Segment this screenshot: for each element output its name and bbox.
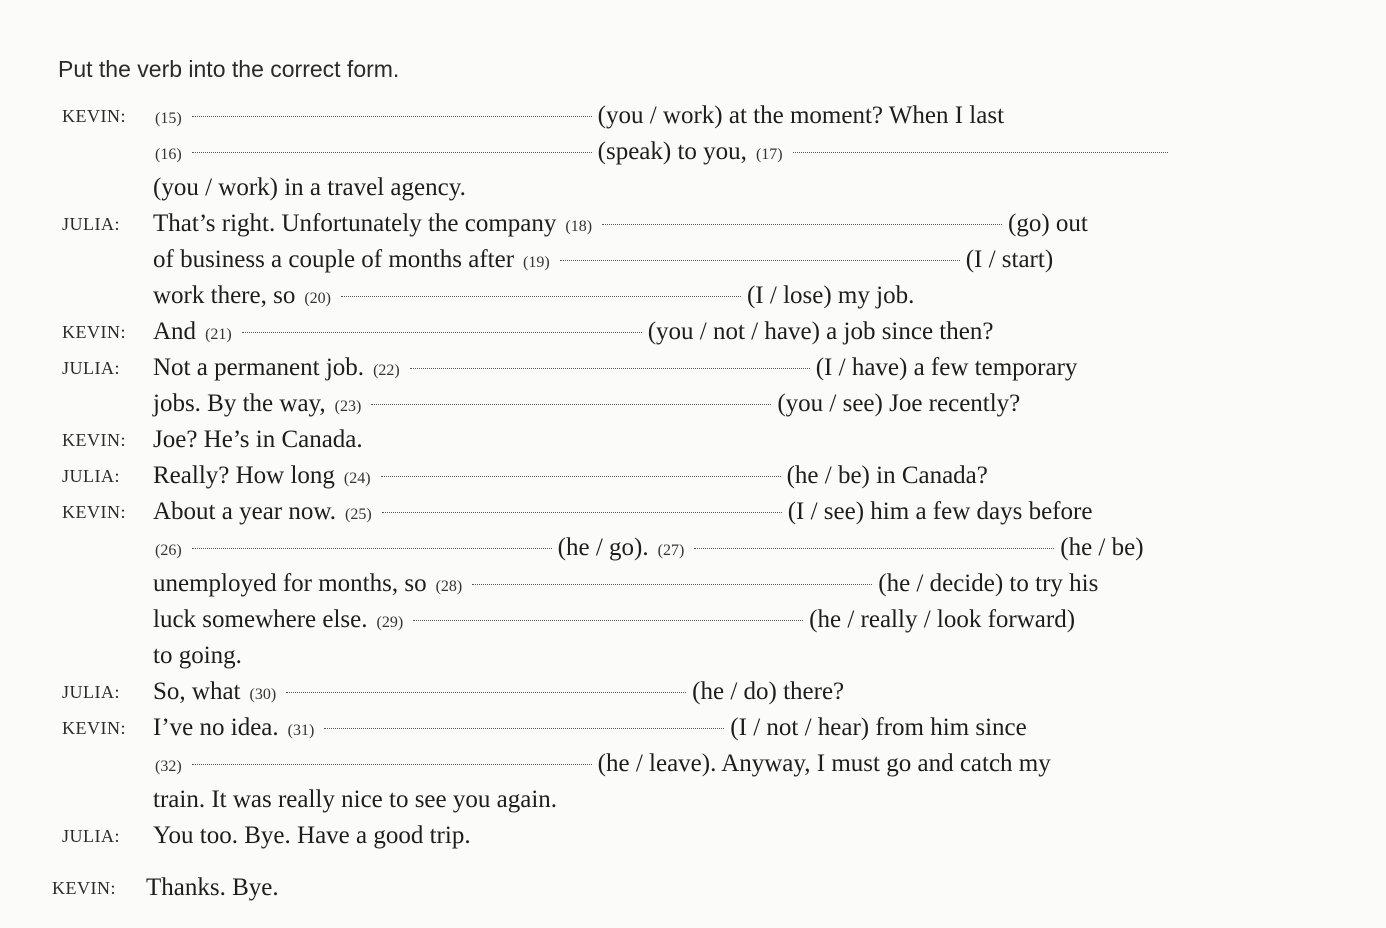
line-text [153,746,1058,785]
answer-blank[interactable] [192,763,592,765]
question-number: (29) [376,614,404,631]
answer-blank[interactable] [192,151,592,153]
dialogue-text: of business a couple of months after [153,246,515,273]
question-number: (17) [755,146,783,163]
line-text [153,638,249,674]
dialogue-text: (go) out [1008,210,1088,237]
instruction-text: Put the verb into the correct form. [58,56,400,82]
dialogue-text: I’ve no idea. [153,714,279,741]
answer-blank[interactable] [371,403,771,405]
dialogue-text: You too. Bye. Have a good trip. [153,822,471,849]
answer-blank[interactable] [410,367,810,369]
answer-blank[interactable] [560,259,960,261]
answer-blank[interactable] [694,547,1054,549]
dialogue-text: (I / not / hear) from him since [730,714,1027,741]
dialogue-text: (I / have) a few temporary [815,354,1078,381]
question-number: (22) [373,362,400,379]
dialogue-text: unemployed for months, so [153,570,427,597]
line-text [153,530,1151,569]
dialogue-text: About a year now. [153,498,337,525]
speaker-label: JULIA: [62,826,120,846]
question-number: (27) [657,542,685,559]
dialogue-text: Not a permanent job. [153,354,365,381]
answer-blank[interactable] [382,511,782,513]
dialogue-text: (you / not / have) a job since then? [647,318,994,345]
question-number: (19) [523,254,550,271]
question-number: (32) [155,758,182,775]
dialogue-text: That’s right. Unfortunately the company [153,210,557,237]
dialogue-text: jobs. By the way, [153,390,326,417]
question-number: (25) [345,506,372,523]
dialogue-text: (he / go). [557,534,649,561]
line-text [153,818,478,854]
question-number: (20) [304,290,331,307]
dialogue-text: (I / lose) my job. [746,282,915,309]
question-number: (16) [155,146,182,163]
dialogue-text: (he / leave). Anyway, I must go and catch my [597,750,1051,777]
answer-blank[interactable] [242,331,642,333]
line-text [153,602,1082,641]
dialogue-text: to going. [153,642,242,669]
line-text [153,494,1099,533]
question-number: (15) [155,110,182,127]
question-number: (24) [343,470,371,487]
speaker-label: JULIA: [62,358,120,378]
question-number: (28) [435,578,463,595]
question-number: (26) [155,542,182,559]
speaker-label: JULIA: [62,682,120,702]
question-number: (21) [205,326,232,343]
dialogue-text: luck somewhere else. [153,606,368,633]
dialogue-text: (you / work) at the moment? When I last [597,102,1005,129]
answer-blank[interactable] [192,547,552,549]
line-text [153,422,370,458]
answer-blank[interactable] [192,115,592,117]
line-text [153,386,1027,425]
dialogue-text: (he / really / look forward) [809,606,1076,633]
line-text [153,350,1084,389]
line-text: Thanks. Bye. [146,874,279,901]
line-text [153,782,564,818]
dialogue-text: (you / see) Joe recently? [777,390,1021,417]
speaker-label: KEVIN: [52,878,116,898]
answer-blank[interactable] [413,619,803,621]
speaker-label: JULIA: [62,466,120,486]
question-number: (31) [287,722,315,739]
line-text [153,710,1034,749]
dialogue-text: (he / decide) to try his [878,570,1099,597]
speaker-label: KEVIN: [62,502,126,522]
line-text [153,134,1174,173]
question-number: (30) [249,686,277,703]
dialogue-text: train. It was really nice to see you again. [153,786,558,813]
line-text [153,314,1000,353]
dialogue-text: (I / see) him a few days before [787,498,1093,525]
answer-blank[interactable] [324,727,724,729]
dialogue-text: (he / be) [1060,534,1144,561]
answer-blank[interactable] [602,223,1002,225]
speaker-label: JULIA: [62,214,120,234]
line-text [153,566,1105,605]
dialogue-text: Really? How long [153,462,335,489]
line-text [153,98,1011,137]
dialogue-text: (I / start) [965,246,1054,273]
dialogue-text: (speak) to you, [597,138,747,165]
dialogue-text: (he / do) there? [692,678,845,705]
speaker-label: KEVIN: [62,322,126,342]
answer-blank[interactable] [381,475,781,477]
speaker-label: KEVIN: [62,718,126,738]
answer-blank[interactable] [793,151,1168,153]
line-text [153,206,1095,245]
line-text [153,674,851,713]
dialogue-text: And [153,318,197,345]
speaker-label: KEVIN: [62,106,126,126]
question-number: (23) [334,398,362,415]
line-text [153,458,995,497]
speaker-label: KEVIN: [62,430,126,450]
dialogue-text: So, what [153,678,241,705]
dialogue-text: (you / work) in a travel agency. [153,174,466,201]
answer-blank[interactable] [472,583,872,585]
question-number: (18) [565,218,593,235]
answer-blank[interactable] [286,691,686,693]
line-text [153,242,1060,281]
dialogue-text: Joe? He’s in Canada. [153,426,363,453]
dialogue-text: work there, so [153,282,296,309]
line-text [153,170,473,206]
line-text [153,278,921,317]
answer-blank[interactable] [341,295,741,297]
dialogue-text: (he / be) in Canada? [786,462,988,489]
